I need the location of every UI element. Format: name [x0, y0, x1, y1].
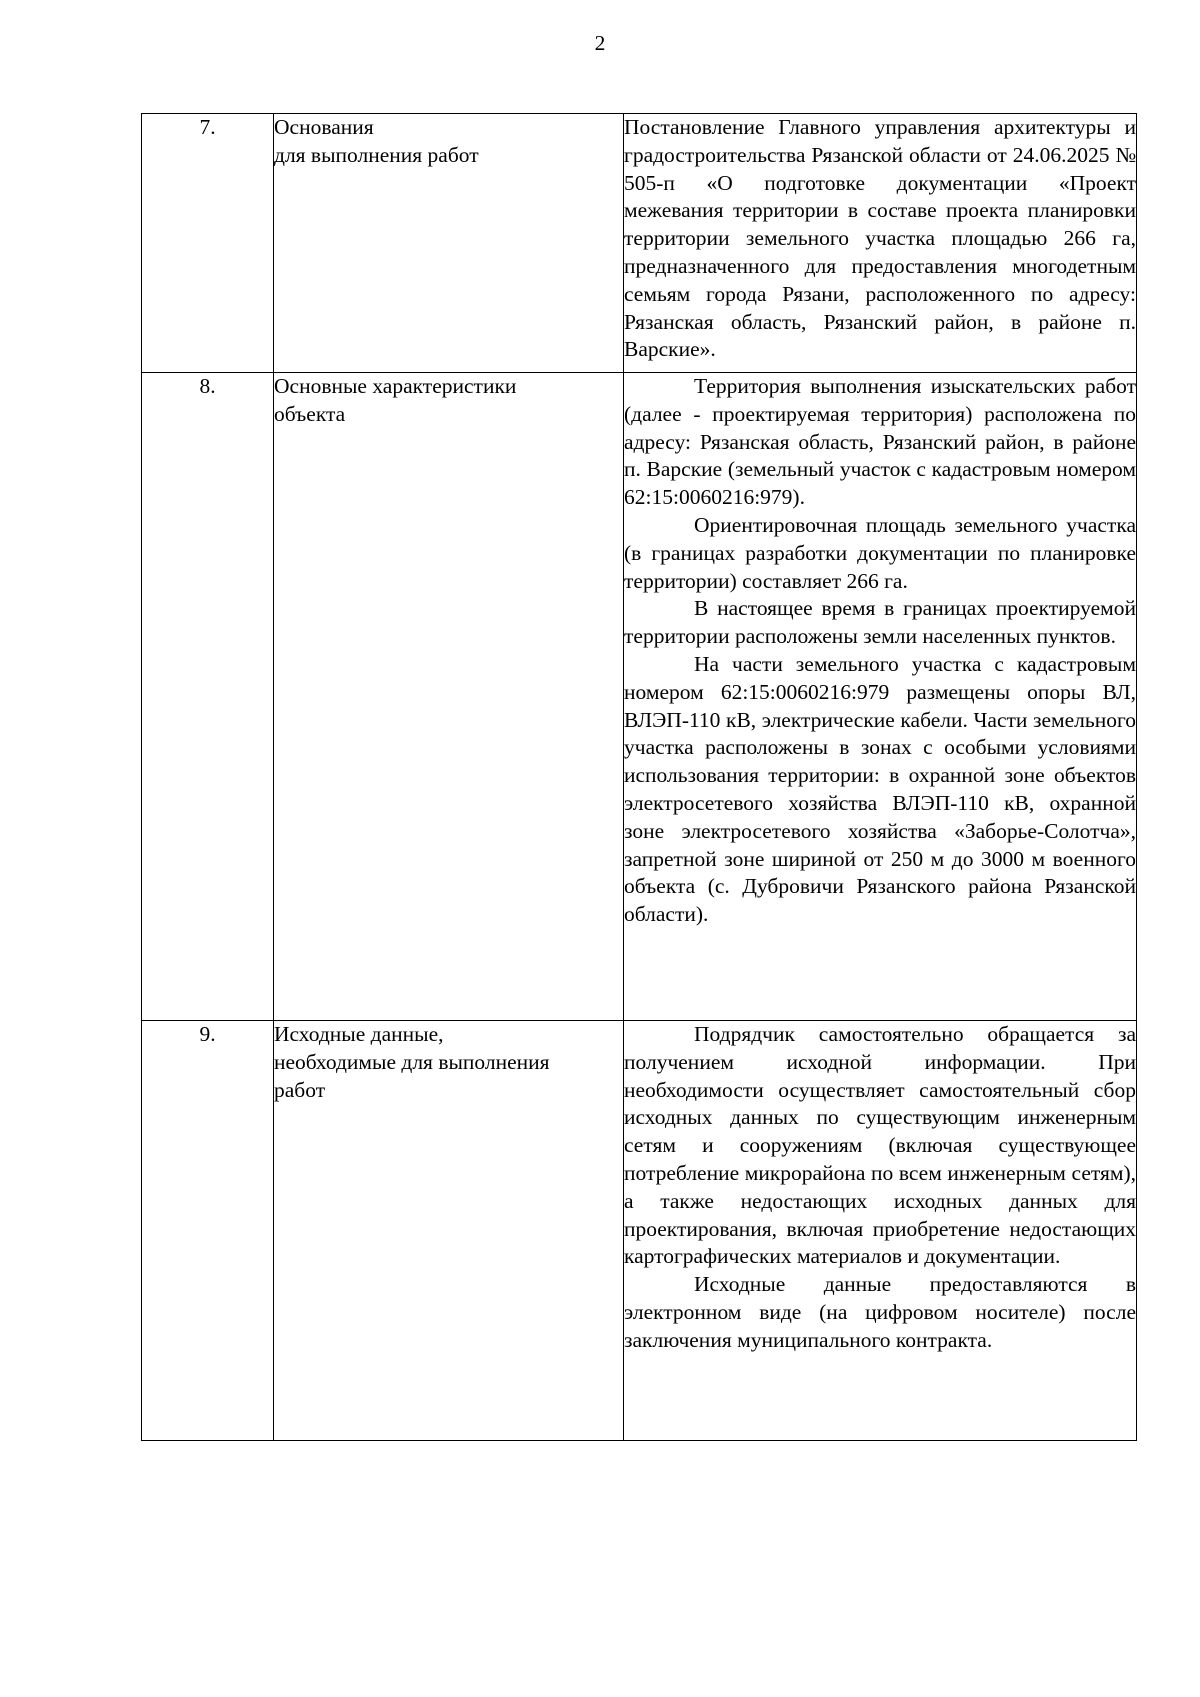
row-title-line: необходимые для выполнения: [274, 1049, 550, 1074]
description-paragraph: Исходные данные предоставляются в электронном виде (на цифровом носителе) после заключения муниципального контракта.: [624, 1272, 1136, 1352]
row-title-line: Основные характеристики: [274, 374, 517, 398]
row-title-line: Основания: [274, 115, 374, 139]
row-title: [274, 1021, 624, 1441]
row-description: [624, 114, 1137, 373]
row-title-line: Исходные данные,: [274, 1022, 444, 1046]
row-title-line: работ: [274, 1077, 326, 1102]
row-description: [624, 373, 1137, 1021]
row-title-line: объекта: [274, 401, 346, 426]
row-title: [274, 114, 624, 373]
specification-table: [141, 113, 1137, 1441]
row-number: 7.: [142, 114, 274, 373]
table-row: [142, 1021, 1137, 1441]
description-paragraph: Ориентировочная площадь земельного участка (в границах разработки документации по планировке территории) составляет 266 га.: [624, 512, 1136, 593]
description-paragraph: На части земельного участка с кадастровым номером 62:15:0060216:979 размещены опоры ВЛ, ВЛЭП-110 кВ, электрические кабели. Части земельного участка расположены в зонах с особыми условиями использования территории: в охранной зоне объектов электросетевого хозяйства ВЛЭП-110 кВ, охранной зоне электросетевого хозяйства «Заборье-Солотча», запретной зоне шириной от 250 м до 3000 м военного объекта (с. Дубровичи Рязанского района Рязанской области).: [624, 651, 1136, 927]
description-paragraph: Постановление Главного управления архитектуры и градостроительства Рязанской области от 24.06.2025 № 505-п «О подготовке документации «Проект межевания территории в составе проекта планировки территории земельного участка площадью 266 га, предназначенного для предоставления многодетным семьям города Рязани, расположенного по адресу: Рязанская область, Рязанский район, в районе п. Варские».: [624, 115, 1136, 362]
table-row: [142, 373, 1137, 1021]
row-number: 9.: [142, 1021, 274, 1441]
row-description: [624, 1021, 1137, 1441]
row-number: 8.: [142, 373, 274, 1021]
description-paragraph: Подрядчик самостоятельно обращается за получением исходной информации. При необходимости осуществляет самостоятельный сбор исходных данных по существующим инженерным сетям и сооружениям (включая существующее потребление микрорайона по всем инженерным сетям), а также недостающих исходных данных для проектирования, включая приобретение недостающих картографических материалов и документации.: [624, 1022, 1136, 1269]
table-row: [142, 114, 1137, 373]
description-paragraph: Территория выполнения изыскательских работ (далее - проектируемая территория) расположена по адресу: Рязанская область, Рязанский район, в районе п. Варские (земельный участок с кадастровым номером 62:15:0060216:979).: [624, 374, 1136, 510]
row-title: [274, 373, 624, 1021]
page-number: 2: [594, 31, 606, 55]
description-paragraph: В настоящее время в границах проектируемой территории расположены земли населенных пунктов.: [624, 596, 1136, 649]
row-title-line: для выполнения работ: [274, 142, 479, 167]
